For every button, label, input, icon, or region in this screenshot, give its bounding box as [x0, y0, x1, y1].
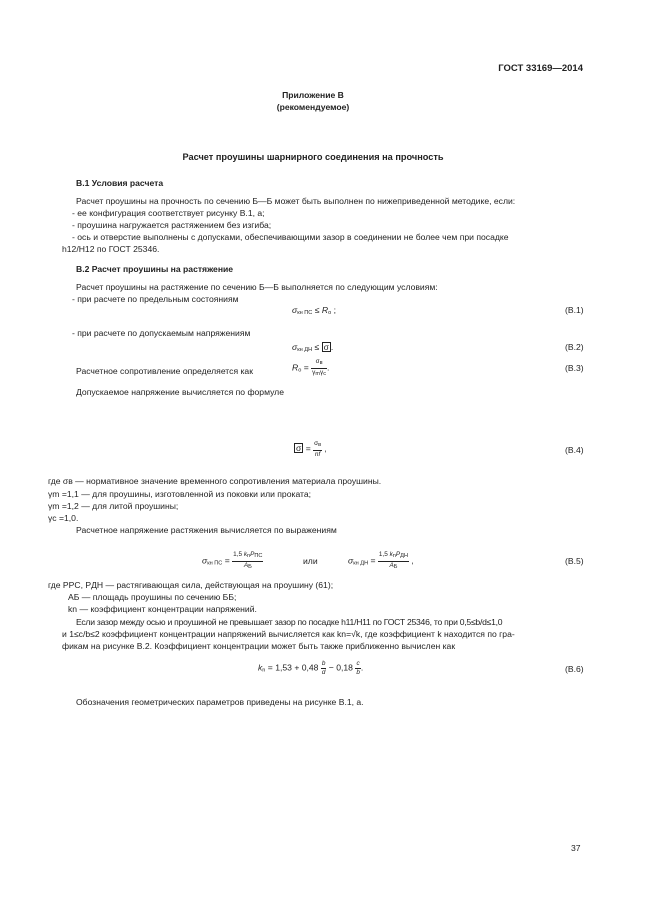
formula-b3: Rо = $\frac{\sigma в}{\text{γmγc}}$ .	[292, 358, 330, 377]
paragraph: h12/H12 по ГОСТ 25346.	[62, 244, 160, 254]
standard-header: ГОСТ 33169—2014	[498, 63, 583, 74]
definition-line: γc =1,0.	[48, 513, 79, 523]
appendix-subtitle: (рекомендуемое)	[276, 102, 350, 112]
paragraph: и 1≤c/b≤2 коэффициент концентрации напряжений вычисляется как kn=√k, где коэффициент k находится по гра-	[62, 629, 515, 639]
paragraph: Расчетное напряжение растяжения вычисляется по выражениям	[76, 525, 337, 535]
paragraph: Расчет проушины на растяжение по сечению Б—Б выполняется по следующим условиям:	[76, 282, 438, 292]
formula-or: или	[303, 556, 318, 566]
definition-line: где PPC, PДН — растягивающая сила, действующая на проушину (61);	[48, 580, 334, 590]
formula-b1: σкн ПС ≤ Rо ;	[292, 305, 336, 316]
appendix-title: Приложение В	[282, 90, 344, 100]
equation-label: (В.1)	[565, 305, 584, 315]
equation-label: (В.5)	[565, 556, 584, 566]
paragraph: фикам на рисунке В.2. Коэффициент концентрации может быть также приближенно вычислен как	[62, 641, 456, 651]
equation-label: (В.6)	[565, 664, 584, 674]
paragraph: Если зазор между осью и проушиной не превышает зазор по посадке h11/H11 по ГОСТ 25346, то при 0,5≤b/d≤1,0	[76, 617, 503, 627]
formula-b6: kn = 1,53 + 0,48 $\frac{b}{d}$ − 0,18 $\frac{c}{b}$ .	[258, 660, 364, 676]
list-item: - ее конфигурация соответствует рисунку В.1, а;	[72, 208, 265, 218]
list-item: - проушина нагружается растяжением без изгиба;	[72, 220, 272, 230]
definition-line: kn — коэффициент концентрации напряжений.	[68, 604, 257, 614]
definition-line: где σв — нормативное значение временного сопротивления материала проушины.	[48, 476, 382, 486]
paragraph: Расчетное сопротивление определяется как	[76, 366, 253, 376]
paragraph: Расчет проушины на прочность по сечению Б—Б может быть выполнен по нижеприведенной методике, если:	[76, 196, 516, 206]
formula-b2: σкн ДН ≤ σ .	[292, 342, 334, 353]
paragraph: Обозначения геометрических параметров приведены на рисунке В.1, а.	[76, 697, 364, 707]
section-heading: В.1 Условия расчета	[76, 178, 164, 188]
formula-b5-alt: σкн ДН = $\frac{\text{1,5 knPДН}}{AБ}$ ,	[348, 551, 414, 570]
equation-label: (В.4)	[565, 445, 584, 455]
main-title: Расчет проушины шарнирного соединения на прочность	[182, 152, 444, 162]
list-item: - при расчете по допускаемым напряжениям	[72, 328, 251, 338]
definition-line: γm =1,1 — для проушины, изготовленной из поковки или проката;	[48, 489, 312, 499]
equation-label: (В.2)	[565, 342, 584, 352]
page-number: 37	[571, 843, 581, 853]
list-item: - при расчете по предельным состояниям	[72, 294, 239, 304]
definition-line: γm =1,2 — для литой проушины;	[48, 501, 179, 511]
equation-label: (В.3)	[565, 363, 584, 373]
paragraph: Допускаемое напряжение вычисляется по формуле	[76, 387, 284, 397]
definition-line: AБ — площадь проушины по сечению ББ;	[68, 592, 237, 602]
formula-b4: σ = $\frac{\sigma в}{nf}$ ,	[296, 440, 327, 458]
list-item: - ось и отверстие выполнены с допусками, обеспечивающими зазор в соединении не более чем при посадке	[72, 232, 509, 242]
section-heading: В.2 Расчет проушины на растяжение	[76, 264, 234, 274]
formula-b5: σкн ПС = $\frac{\text{1,5 knPПС}}{AБ}$	[202, 551, 263, 570]
